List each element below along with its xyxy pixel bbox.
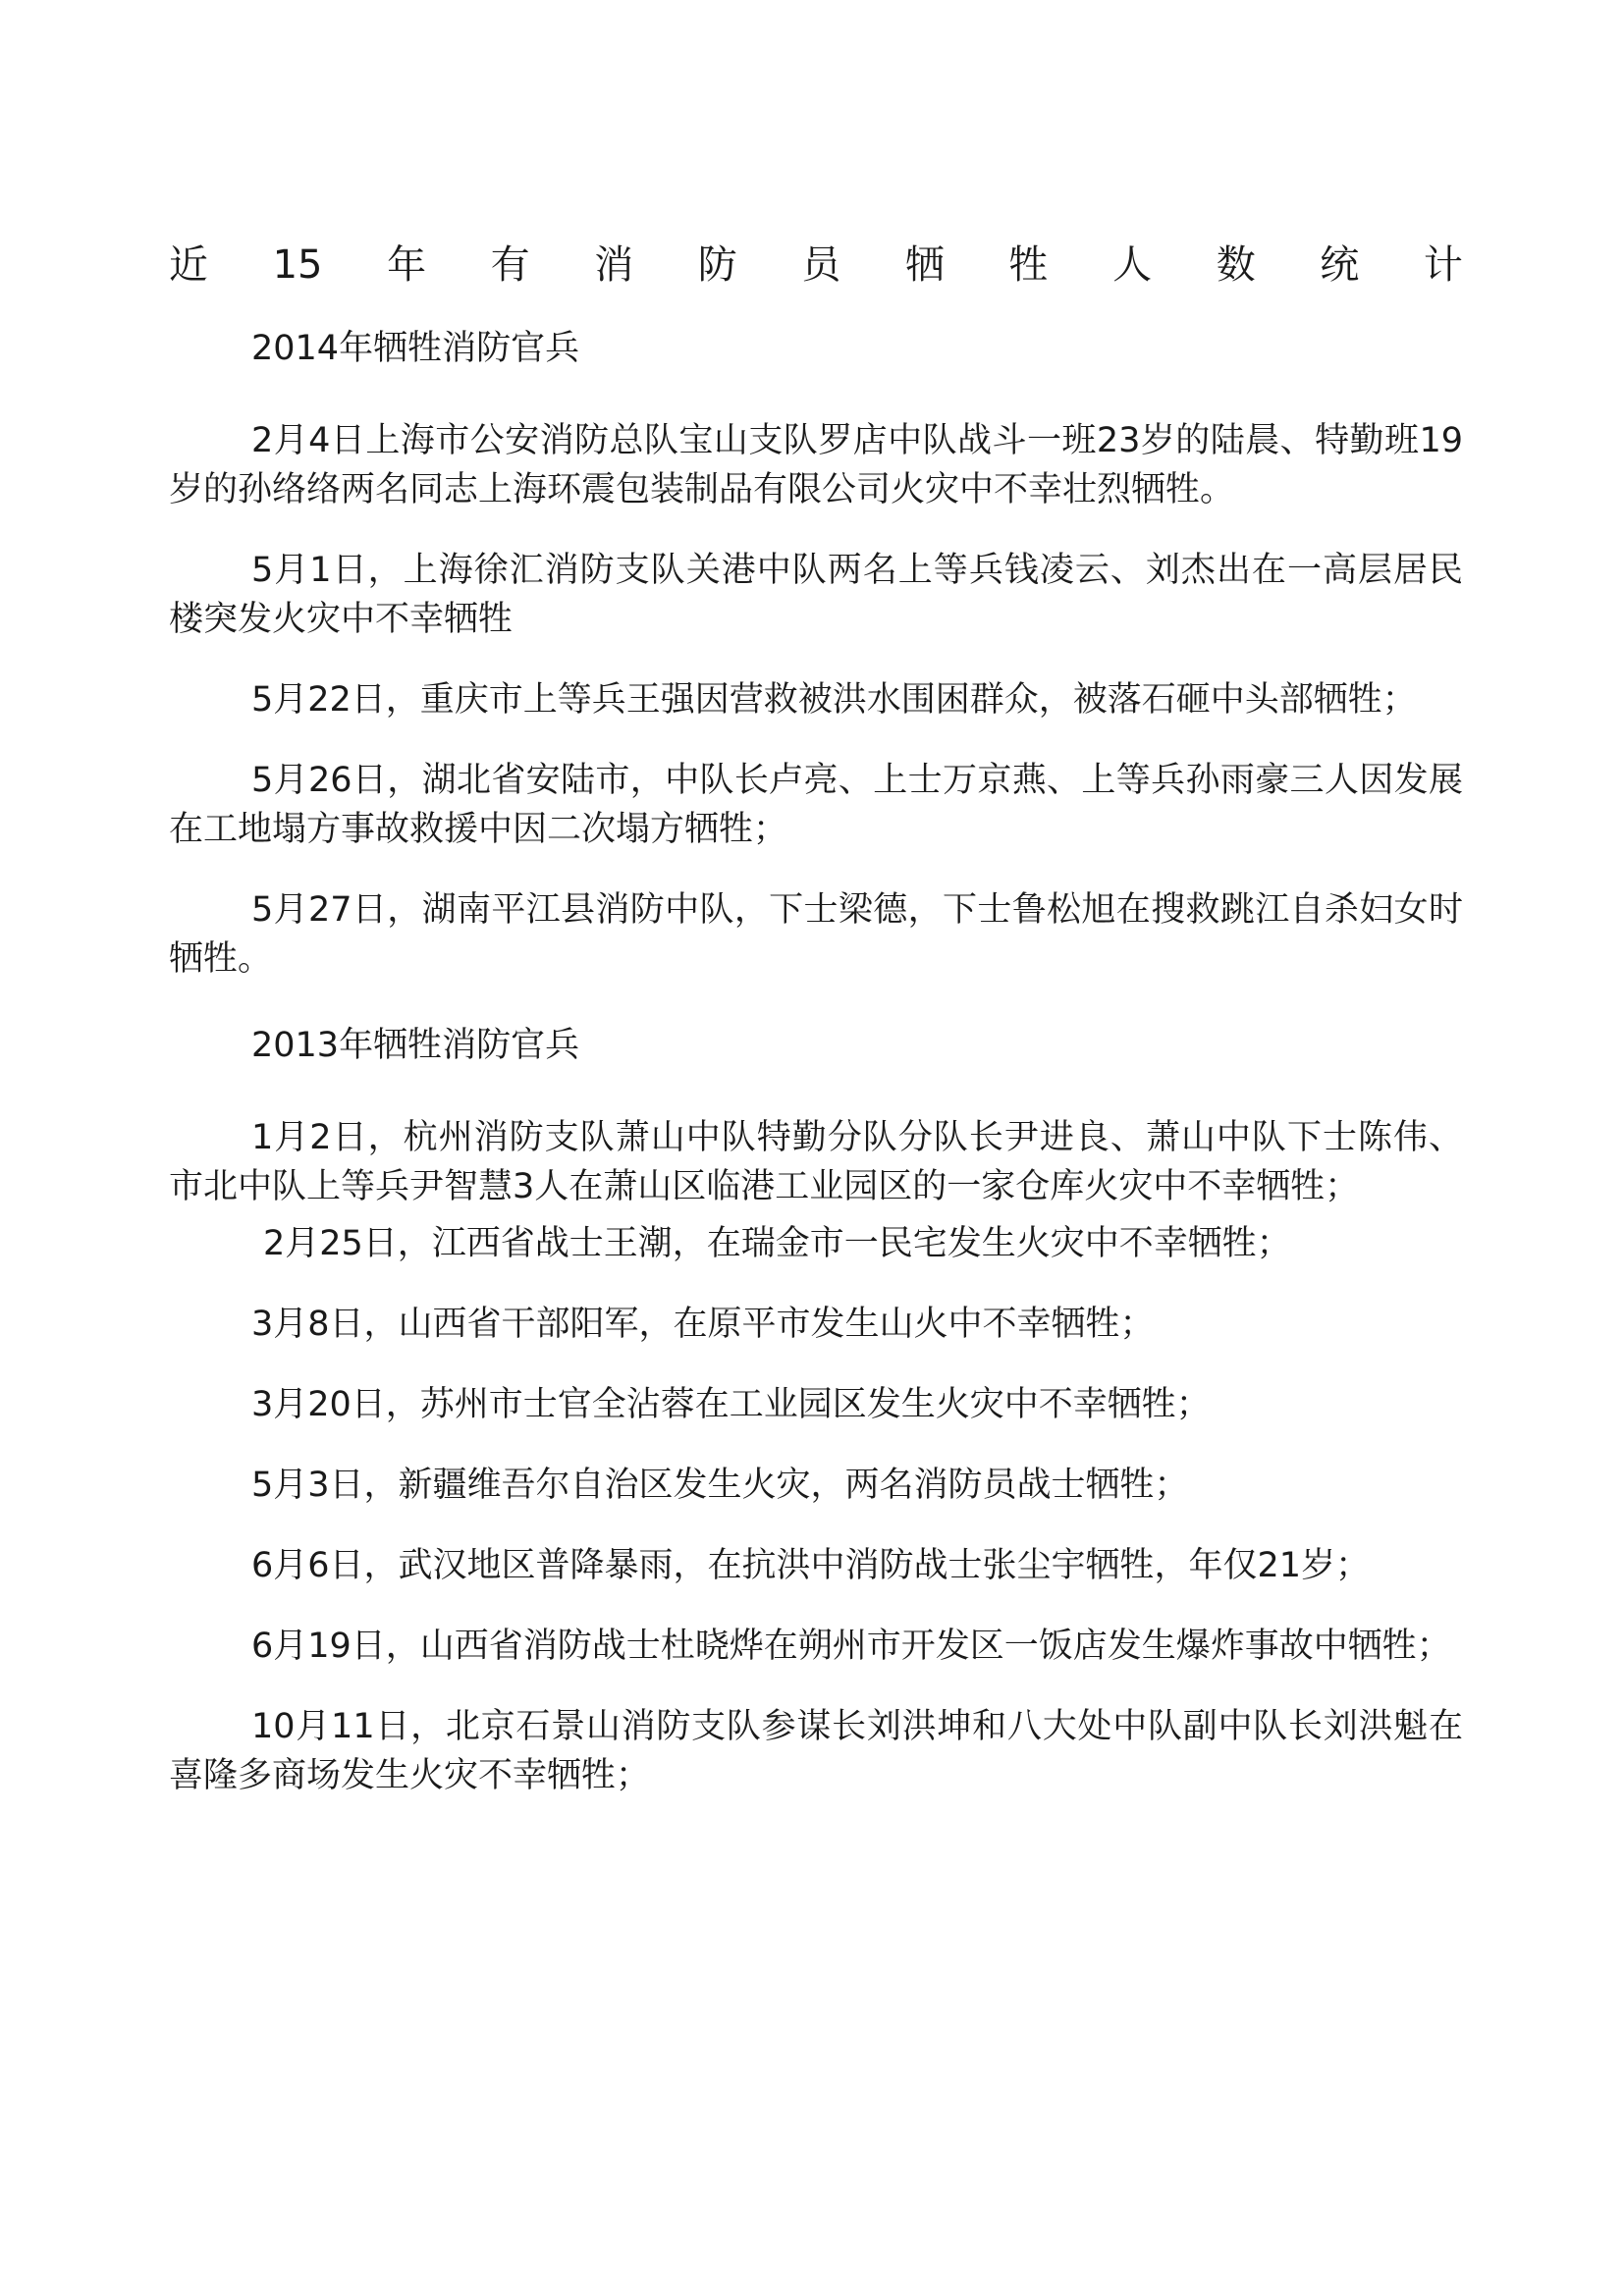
paragraph: 2月4日上海市公安消防总队宝山支队罗店中队战斗一班23岁的陆晨、特勤班19岁的孙络络两名同志上海环震包装制品有限公司火灾中不幸壮烈牺牲。 [169, 421, 1463, 509]
paragraph: 6月6日，武汉地区普降暴雨，在抗洪中消防战士张尘宇牺牲，年仅21岁； [251, 1546, 1371, 1585]
title-char: 消 [594, 242, 634, 288]
title-char: 防 [697, 242, 737, 288]
paragraph: 6月19日，山西省消防战士杜晓烨在朔州市开发区一饭店发生爆炸事故中牺牲； [251, 1627, 1451, 1666]
paragraph: 2月25日，江西省战士王潮，在瑞金市一民宅发生火灾中不幸牺牲； [263, 1224, 1291, 1263]
paragraph: 10月11日，北京石景山消防支队参谋长刘洪坤和八大处中队副中队长刘洪魁在喜隆多商场发生火灾不幸牺牲； [169, 1707, 1463, 1795]
title-char: 15 [272, 242, 323, 288]
section-heading-2014: 2014年牺牲消防官兵 [251, 329, 580, 368]
section-heading-2013: 2013年牺牲消防官兵 [251, 1026, 580, 1065]
title-char: 员 [801, 242, 841, 288]
paragraph: 5月1日，上海徐汇消防支队关港中队两名上等兵钱凌云、刘杰出在一高层居民楼突发火灾中不幸牺牲 [169, 551, 1463, 639]
paragraph: 5月27日，湖南平江县消防中队，下士梁德，下士鲁松旭在搜救跳江自杀妇女时牺牲。 [169, 890, 1463, 979]
title-char: 计 [1423, 242, 1463, 288]
paragraph: 5月26日，湖北省安陆市，中队长卢亮、上士万京燕、上等兵孙雨豪三人因发展在工地塌方事故救援中因二次塌方牺牲； [169, 761, 1463, 849]
paragraph: 3月8日，山西省干部阳军，在原平市发生山火中不幸牺牲； [251, 1305, 1155, 1344]
title-char: 统 [1320, 242, 1360, 288]
title-char: 牲 [1008, 242, 1049, 288]
title-char: 牺 [904, 242, 945, 288]
paragraph: 5月22日，重庆市上等兵王强因营救被洪水围困群众，被落石砸中头部牺牲； [251, 680, 1417, 720]
title-char: 人 [1112, 242, 1153, 288]
paragraph: 3月20日，苏州市士官全沾蓉在工业园区发生火灾中不幸牺牲； [251, 1385, 1211, 1424]
document-title [169, 238, 1463, 293]
title-char: 年 [387, 242, 427, 288]
paragraph: 1月2日，杭州消防支队萧山中队特勤分队分队长尹进良、萧山中队下士陈伟、市北中队上等兵尹智慧3人在萧山区临港工业园区的一家仓库火灾中不幸牺牲； [169, 1118, 1463, 1206]
title-char: 近 [169, 242, 208, 288]
title-char: 有 [490, 242, 530, 288]
paragraph: 5月3日，新疆维吾尔自治区发生火灾，两名消防员战士牺牲； [251, 1466, 1189, 1505]
document-page [169, 238, 1463, 1832]
title-char: 数 [1216, 242, 1256, 288]
